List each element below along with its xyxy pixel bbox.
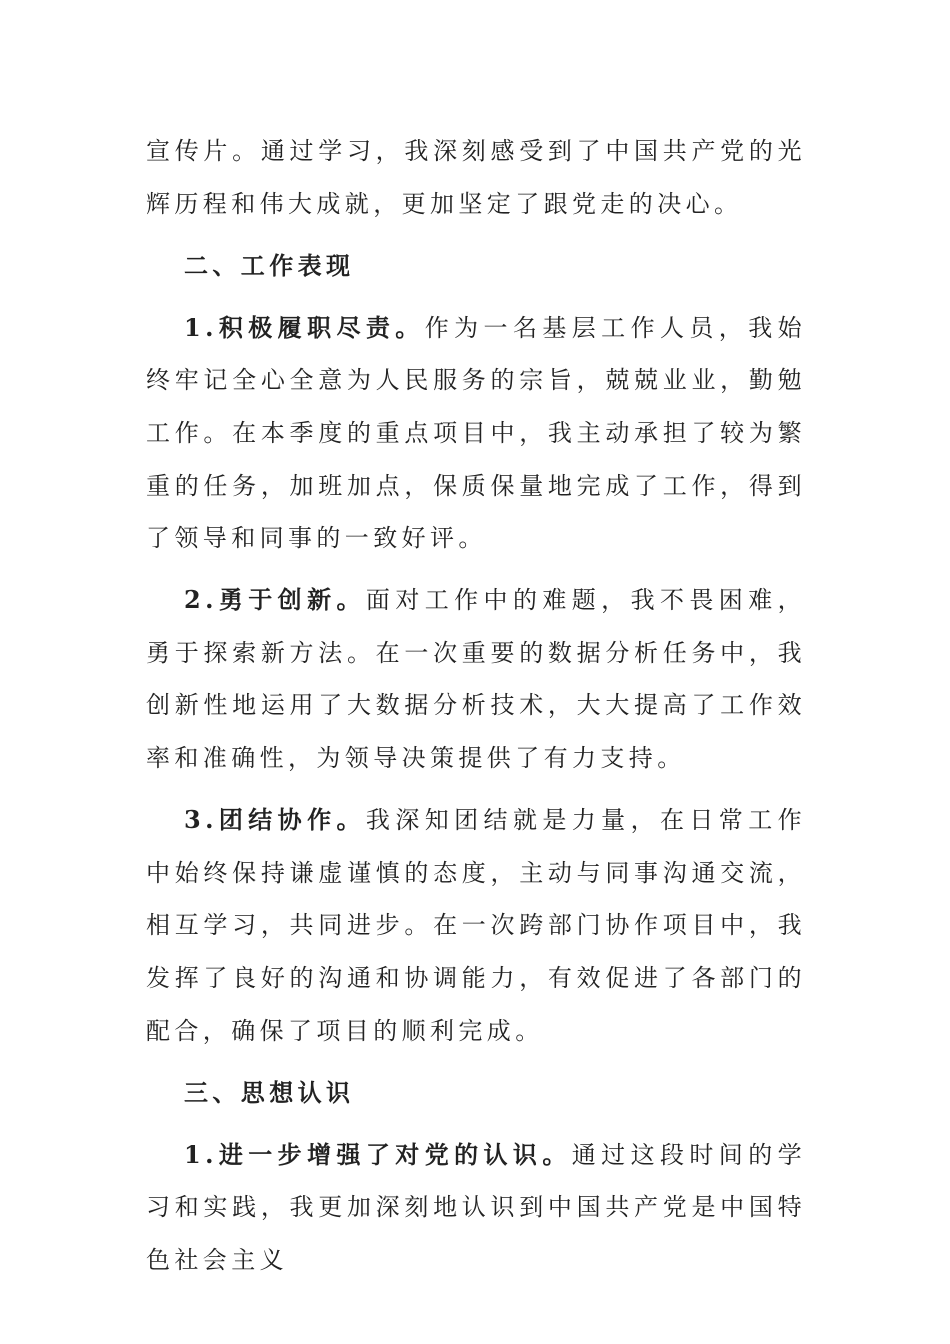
section-heading-thought: 三、思想认识: [184, 1077, 355, 1107]
section-heading-work: 二、工作表现: [184, 250, 355, 280]
paragraph-innovation: [146, 574, 806, 784]
paragraph-lead: 1.积极履职尽责。: [184, 312, 425, 342]
paragraph-lead: 2.勇于创新。: [184, 585, 366, 615]
paragraph-teamwork: [146, 794, 806, 1057]
paragraph-duty: [146, 302, 806, 565]
paragraph-party-understanding: [146, 1129, 806, 1287]
paragraph-body: 通过这段时间的学习和实践，我更加深刻地认识到中国共产党是中国特色社会主义: [146, 1140, 806, 1274]
document-page: [146, 125, 806, 1296]
paragraph-lead: 3.团结协作。: [184, 805, 366, 835]
paragraph-body: 面对工作中的难题，我不畏困难，勇于探索新方法。在一次重要的数据分析任务中，我创新性地运用了大数据分析技术，大大提高了工作效率和准确性，为领导决策提供了有力支持。: [146, 586, 807, 773]
paragraph-body: 我深知团结就是力量，在日常工作中始终保持谦虚谨慎的态度，主动与同事沟通交流，相互学习，共同进步。在一次跨部门协作项目中，我发挥了良好的沟通和协调能力，有效促进了各部门的配合，确保了项目的顺利完成。: [146, 806, 807, 1045]
paragraph-lead: 1.进一步增强了对党的认识。: [184, 1139, 572, 1169]
continuation-paragraph: 宣传片。通过学习，我深刻感受到了中国共产党的光辉历程和伟大成就，更加坚定了跟党走的决心。: [146, 137, 806, 218]
paragraph-body: 作为一名基层工作人员，我始终牢记全心全意为人民服务的宗旨，兢兢业业，勤勉工作。在本季度的重点项目中，我主动承担了较为繁重的任务，加班加点，保质保量地完成了工作，得到了领导和同事的一致好评。: [146, 313, 807, 553]
